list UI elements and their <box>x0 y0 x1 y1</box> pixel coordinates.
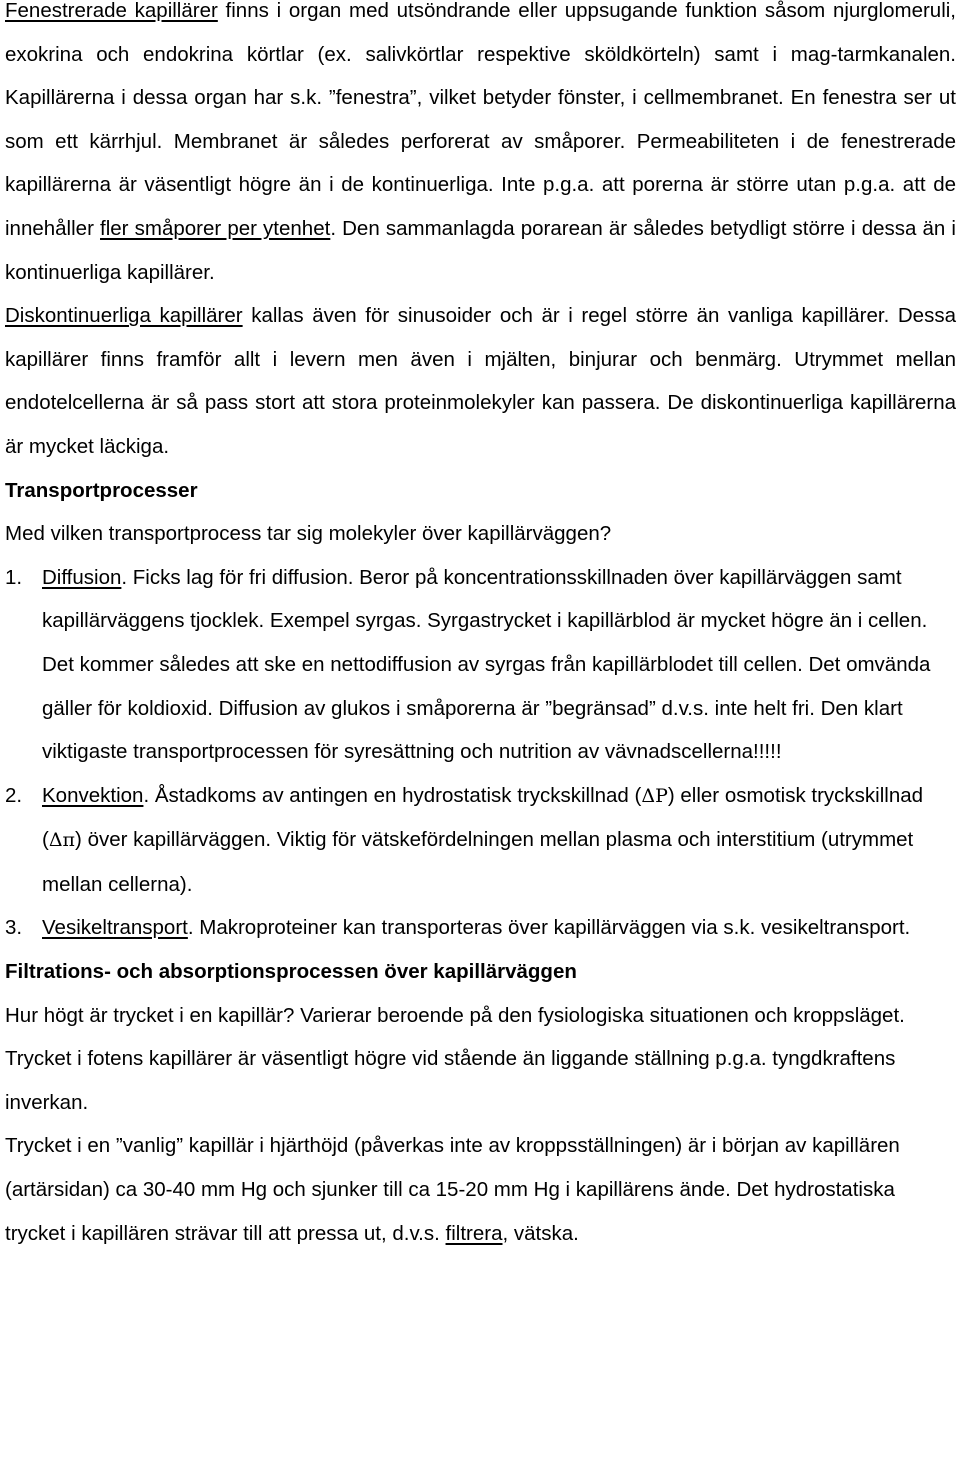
paragraph-text: Trycket i en ”vanlig” kapillär i hjärthöjd (påverkas inte av kroppsställningen) är i början av kapillären (artärsidan) ca 30-40 mm Hg och sjunker till ca 15-20 mm Hg i kapillärens ände. Det hydrostatiska trycket i kapillären strävar till att pressa ut, d.v.s. <box>5 1134 900 1245</box>
heading-filtration-absorption: Filtrations- och absorptionsprocessen över kapillärväggen <box>5 960 577 984</box>
term-fenestrated-capillaries: Fenestrerade kapillärer <box>5 0 218 22</box>
term-vesicle-transport: Vesikeltransport <box>42 916 188 940</box>
paragraph-fenestrated-capillaries <box>5 0 956 294</box>
term-convection: Konvektion <box>42 783 144 807</box>
paragraph-text: , vätska. <box>502 1221 579 1245</box>
delta-p-symbol: ΔP <box>641 784 668 807</box>
paragraph-text: kallas även för sinusoider och är i regel större än vanliga kapillärer. Dessa kapillärer finns framför allt i levern men även i mjälten, binjurar och benmärg. Utrymmet mellan endotelcellerna är så pass stort att stora proteinmolekyler kan passera. De diskontinuerliga kapillärerna är mycket läckiga. <box>5 304 956 458</box>
term-discontinuous-capillaries: Diskontinuerliga kapillärer <box>5 304 243 328</box>
list-item-text: . Åstadkoms av antingen en hydrostatisk tryckskillnad ( <box>143 783 642 807</box>
list-item-text: . Makroproteiner kan transporteras över kapillärväggen via s.k. vesikeltransport. <box>187 916 911 940</box>
list-number: 1. <box>5 565 23 589</box>
term-diffusion: Diffusion <box>42 565 122 589</box>
list-number: 3. <box>5 916 23 940</box>
delta-pi-symbol: Δπ <box>48 829 76 852</box>
term-more-small-pores: fler småporer per ytenhet <box>100 216 331 240</box>
term-filter: filtrera <box>445 1221 503 1245</box>
list-item-body <box>42 556 956 774</box>
heading-transport-processes: Transportprocesser <box>5 478 198 502</box>
list-item-text: ) eller osmotisk tryckskillnad ( <box>42 783 924 852</box>
list-item-text: ) över kapillärväggen. Viktig för vätskefördelningen mellan plasma och interstitium (utrymmet mellan cellerna). <box>42 828 914 896</box>
list-item-diffusion <box>5 556 956 774</box>
list-item-convection <box>5 774 956 907</box>
list-item-vesicle-transport <box>5 906 956 950</box>
list-item-body <box>42 774 956 907</box>
paragraph-text: . Den sammanlagda porarean är således betydligt större i dessa än i kontinuerliga kapillärer. <box>5 216 956 284</box>
paragraph-text: finns i organ med utsöndrande eller uppsugande funktion såsom njurglomeruli, exokrina och endokrina körtlar (ex. salivkörtlar respektive sköldkörteln) samt i mag-tarmkanalen. Kapillärerna i dessa organ har s.k. ”fenestra”, vilket betyder fönster, i cellmembranet. En fenestra ser ut som ett kärrhjul. Membranet är således perforerat av småporer. Permeabiliteten i de fenestrerade kapillärerna är väsentligt högre än i de kontinuerliga. Inte p.g.a. att porerna är större utan p.g.a. att de innehåller <box>5 0 956 240</box>
list-number: 2. <box>5 783 23 807</box>
paragraph-normal-capillary <box>5 1124 956 1255</box>
paragraph-discontinuous-capillaries <box>5 294 956 468</box>
transport-question: Med vilken transportprocess tar sig molekyler över kapillärväggen? <box>5 522 612 546</box>
list-item-body <box>42 906 956 950</box>
list-item-text: . Ficks lag för fri diffusion. Beror på koncentrationsskillnaden över kapillärväggen samt kapillärväggens tjocklek. Exempel syrgas. Syrgastrycket i kapillärblod är mycket högre än i cellen. Det kommer således att ske en nettodiffusion av syrgas från kapillärblodet till cellen. Det omvända gäller för koldioxid. Diffusion av glukos i småporerna är ”begränsad” d.v.s. inte helt fri. Den klart viktigaste transportprocessen för syresättning och nutrition av vävnadscellerna!!!!! <box>42 565 931 764</box>
paragraph-capillary-pressure: Hur högt är trycket i en kapillär? Varierar beroende på den fysiologiska situationen och kroppsläget. Trycket i fotens kapillärer är väsentligt högre vid stående än liggande ställning p.g.a. tyngdkraftens inverkan. <box>5 1003 905 1114</box>
